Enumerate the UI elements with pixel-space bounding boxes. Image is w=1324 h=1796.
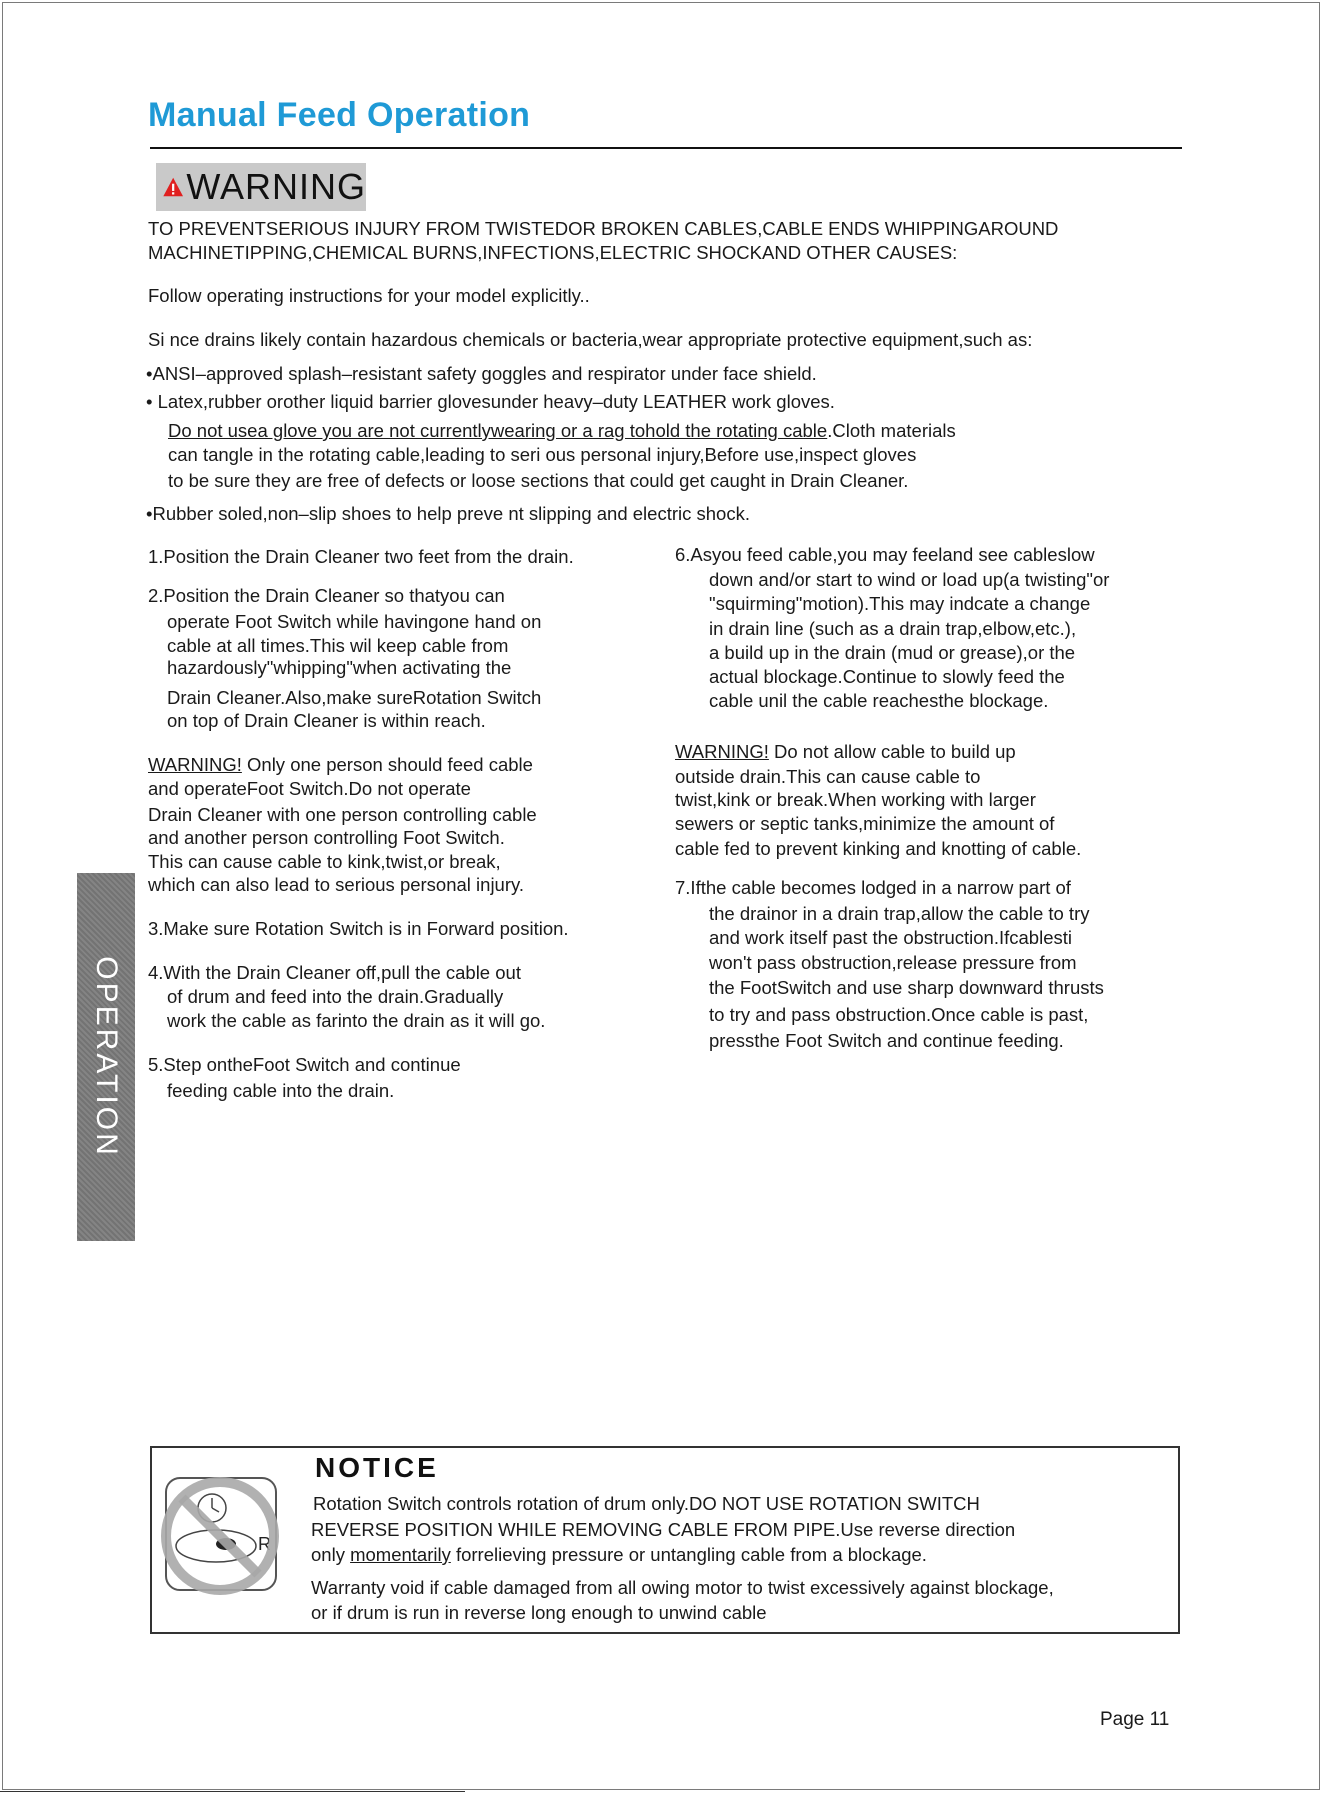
glove-warning-line-3: to be sure they are free of defects or loose sections that could get caught in Drain Cleaner. xyxy=(168,470,909,491)
glove-warning-rest: .Cloth materials xyxy=(827,420,956,441)
bullet-gloves: • Latex,rubber orother liquid barrier glovesunder heavy–duty LEATHER work gloves. xyxy=(146,391,835,412)
step-1: 1.Position the Drain Cleaner two feet from the drain. xyxy=(148,546,574,567)
page-title: Manual Feed Operation xyxy=(148,96,531,134)
bottom-rule xyxy=(0,1791,465,1792)
step-2-line-5: Drain Cleaner.Also,make sureRotation Switch xyxy=(167,687,542,708)
warning-intro-line-1: TO PREVENTSERIOUS INJURY FROM TWISTEDOR BROKEN CABLES,CABLE ENDS WHIPPINGAROUND xyxy=(148,218,1059,239)
since-drains: Si nce drains likely contain hazardous chemicals or bacteria,wear appropriate protective equipment,such as: xyxy=(148,329,1033,350)
glove-warning-line-2: can tangle in the rotating cable,leading to seri ous personal injury,Before use,inspect gloves xyxy=(168,444,917,465)
step-6-line-5: a build up in the drain (mud or grease),or the xyxy=(709,642,1076,663)
step-2-line-1: 2.Position the Drain Cleaner so thatyou can xyxy=(148,585,505,606)
step-4-line-2: of drum and feed into the drain.Gradually xyxy=(167,986,504,1007)
step-6-line-3: "squirming"motion).This may indcate a change xyxy=(709,593,1091,614)
step-6-line-1: 6.Asyou feed cable,you may feeland see cableslow xyxy=(675,544,1095,565)
warning-one-person-line-5: This can cause cable to kink,twist,or break, xyxy=(148,851,501,872)
warning-build-up-line-5: cable fed to prevent kinking and knotting of cable. xyxy=(675,838,1082,859)
no-reverse-rotation-icon xyxy=(158,1468,280,1598)
step-7-line-1: 7.Ifthe cable becomes lodged in a narrow part of xyxy=(675,877,1071,898)
title-rule xyxy=(150,147,1182,149)
notice-icon-letter: R xyxy=(258,1534,271,1554)
warning-label: WARNING xyxy=(186,166,366,207)
step-2-line-3: cable at all times.This wil keep cable from xyxy=(167,635,509,656)
warning-one-person-line-2: and operateFoot Switch.Do not operate xyxy=(148,778,471,799)
step-7-line-5: the FootSwitch and use sharp downward thrusts xyxy=(709,977,1104,998)
step-7-line-7: pressthe Foot Switch and continue feeding. xyxy=(709,1030,1064,1051)
warning-badge xyxy=(156,163,366,211)
warning-one-person-label: WARNING! xyxy=(148,754,242,775)
bullet-shoes: •Rubber soled,non–slip shoes to help preve nt slipping and electric shock. xyxy=(146,503,750,524)
warning-build-up-line-2: outside drain.This can cause cable to xyxy=(675,766,981,787)
glove-warning-underlined: Do not usea glove you are not currentlywearing or a rag tohold the rotating cable xyxy=(168,420,828,441)
notice-line-1: Rotation Switch controls rotation of drum only.DO NOT USE ROTATION SWITCH xyxy=(313,1493,980,1514)
step-4-line-3: work the cable as farinto the drain as it will go. xyxy=(167,1010,546,1031)
warning-triangle-icon xyxy=(162,171,184,203)
step-6-line-2: down and/or start to wind or load up(a twisting"or xyxy=(709,569,1110,590)
step-6-line-7: cable unil the cable reachesthe blockage. xyxy=(709,690,1049,711)
notice-momentarily: momentarily xyxy=(350,1544,451,1565)
step-2-line-4: hazardously"whipping"when activating the xyxy=(167,657,512,678)
warning-build-up-line-3: twist,kink or break.When working with larger xyxy=(675,789,1036,810)
warning-one-person-line-4: and another person controlling Foot Switch. xyxy=(148,827,505,848)
notice-line-5: or if drum is run in reverse long enough to unwind cable xyxy=(311,1602,767,1623)
step-2-line-6: on top of Drain Cleaner is within reach. xyxy=(167,710,486,731)
notice-line-3: only momentarily forrelieving pressure or untangling cable from a blockage. xyxy=(311,1544,927,1565)
step-2-line-2: operate Foot Switch while havingone hand on xyxy=(167,611,542,632)
warning-one-person-line-6: which can also lead to serious personal injury. xyxy=(148,874,525,895)
warning-one-person-line-3: Drain Cleaner with one person controlling cable xyxy=(148,804,537,825)
step-5-line-2: feeding cable into the drain. xyxy=(167,1080,395,1101)
step-6-line-6: actual blockage.Continue to slowly feed the xyxy=(709,666,1065,687)
step-4-line-1: 4.With the Drain Cleaner off,pull the cable out xyxy=(148,962,521,983)
step-7-line-6: to try and pass obstruction.Once cable is past, xyxy=(709,1004,1089,1025)
page-number: Page 11 xyxy=(1100,1709,1170,1730)
notice-line-4: Warranty void if cable damaged from all owing motor to twist excessively against blockage, xyxy=(311,1577,1054,1598)
step-7-line-3: and work itself past the obstruction.Ifcablesti xyxy=(709,927,1072,948)
glove-warning-line-1 xyxy=(168,419,956,443)
step-7-line-2: the drainor in a drain trap,allow the cable to try xyxy=(709,903,1090,924)
follow-instructions: Follow operating instructions for your model explicitly.. xyxy=(148,285,590,306)
bullet-goggles: •ANSI–approved splash–resistant safety goggles and respirator under face shield. xyxy=(146,363,817,384)
step-7-line-4: won't pass obstruction,release pressure from xyxy=(709,952,1077,973)
warning-intro-line-2: MACHINETIPPING,CHEMICAL BURNS,INFECTIONS,ELECTRIC SHOCKAND OTHER CAUSES: xyxy=(148,242,958,263)
step-3: 3.Make sure Rotation Switch is in Forward position. xyxy=(148,918,569,939)
warning-build-up-label: WARNING! xyxy=(675,741,769,762)
notice-line-2: REVERSE POSITION WHILE REMOVING CABLE FROM PIPE.Use reverse direction xyxy=(311,1519,1016,1540)
section-tab-operation xyxy=(77,873,135,1241)
notice-title: NOTICE xyxy=(315,1452,439,1483)
section-tab-label: OPERATION xyxy=(90,956,123,1158)
warning-one-person-line-1: WARNING! Only one person should feed cable xyxy=(148,754,533,775)
step-5-line-1: 5.Step ontheFoot Switch and continue xyxy=(148,1054,461,1075)
step-6-line-4: in drain line (such as a drain trap,elbow,etc.), xyxy=(709,618,1077,639)
warning-build-up-line-4: sewers or septic tanks,minimize the amount of xyxy=(675,813,1055,834)
warning-build-up-line-1: WARNING! Do not allow cable to build up xyxy=(675,741,1016,762)
